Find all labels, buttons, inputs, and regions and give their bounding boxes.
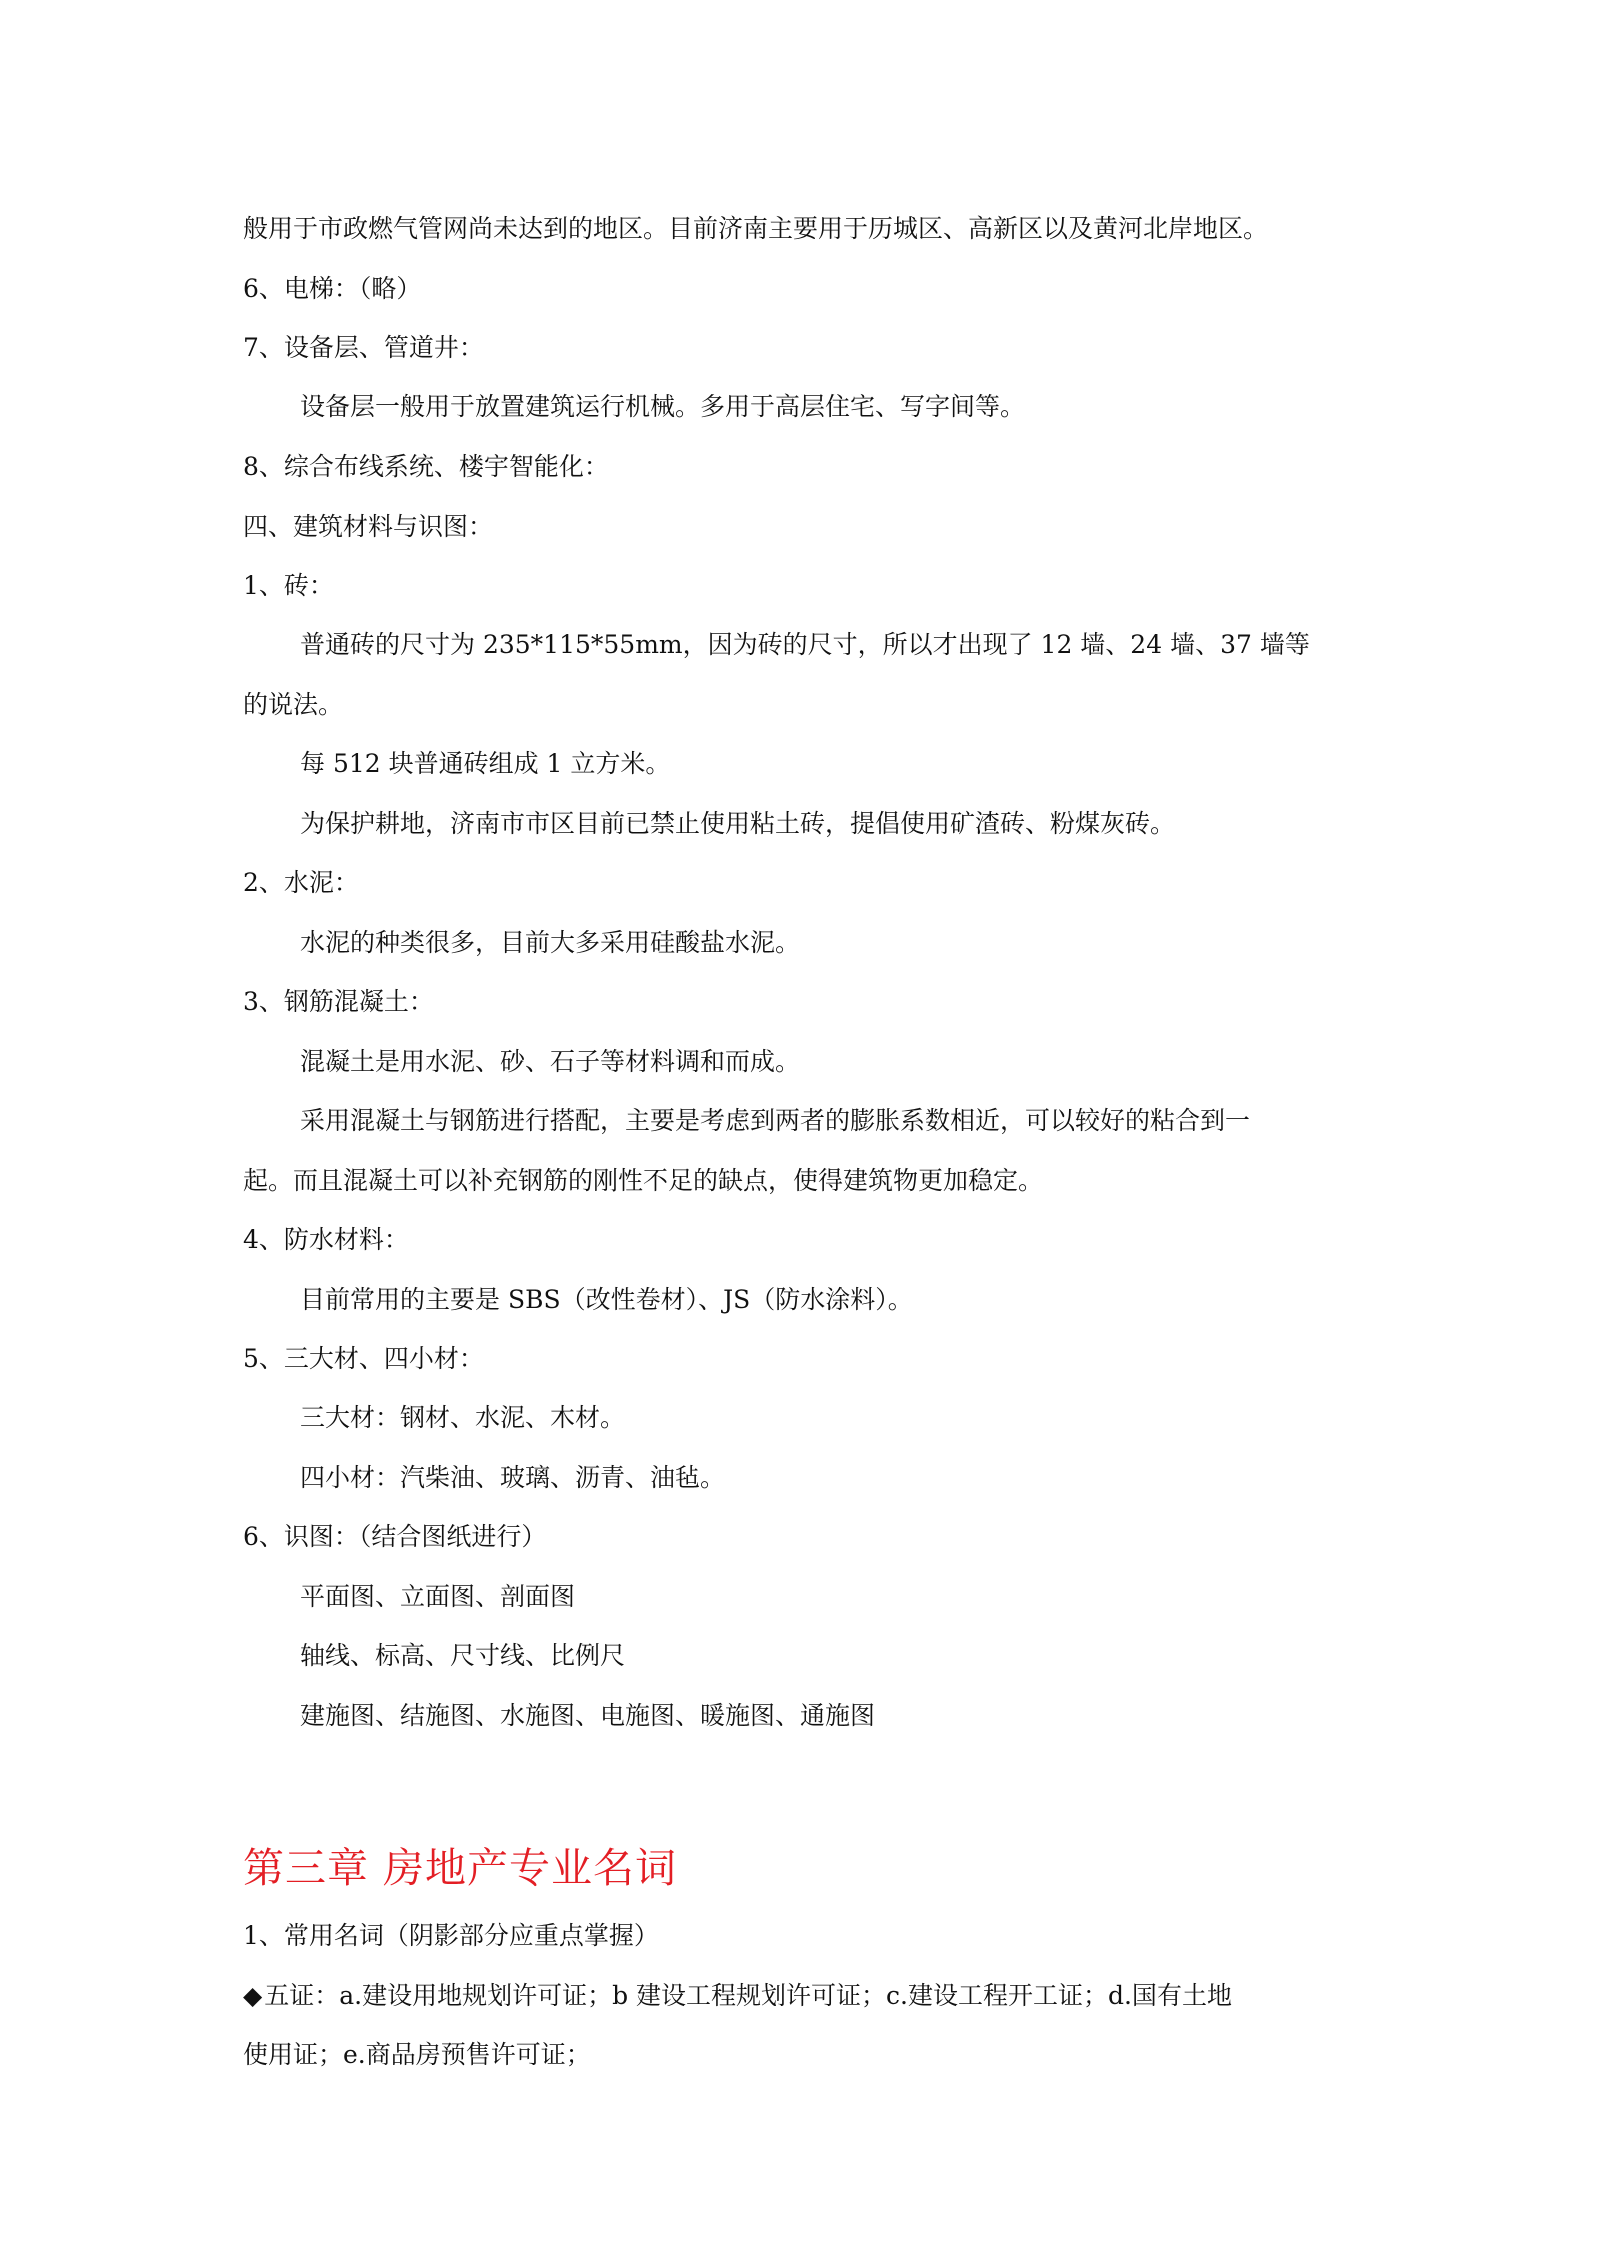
text-line: 使用证；e.商品房预售许可证；: [243, 2040, 591, 2069]
text-line: 5、三大材、四小材：: [243, 1344, 484, 1373]
text-line: 采用混凝土与钢筋进行搭配，主要是考虑到两者的膨胀系数相近，可以较好的粘合到一: [300, 1106, 1251, 1135]
text-line: 8、综合布线系统、楼宇智能化：: [243, 452, 609, 481]
text-line: 3、钢筋混凝土：: [243, 987, 434, 1016]
text-line: 平面图、立面图、剖面图: [300, 1582, 576, 1611]
text-line: 6、电梯：（略）: [243, 274, 422, 303]
text-line: 7、设备层、管道井：: [243, 333, 484, 362]
text-line: 1、砖：: [243, 571, 334, 600]
text-line: 4、防水材料：: [243, 1225, 409, 1254]
text-line: 目前常用的主要是 SBS（改性卷材）、JS（防水涂料）。: [300, 1285, 913, 1314]
bullet-text: 五证：a.建设用地规划许可证；b 建设工程规划许可证；c.建设工程开工证；d.国有土地: [264, 1981, 1232, 2010]
text-line: 为保护耕地，济南市市区目前已禁止使用粘土砖，提倡使用矿渣砖、粉煤灰砖。: [300, 809, 1176, 838]
text-line: 四小材：汽柴油、玻璃、沥青、油毡。: [300, 1463, 726, 1492]
text-line: 三大材：钢材、水泥、木材。: [300, 1403, 626, 1432]
text-line: 水泥的种类很多，目前大多采用硅酸盐水泥。: [300, 928, 801, 957]
text-line: 的说法。: [243, 690, 344, 719]
bullet-line: [243, 1979, 1363, 2013]
text-line: 2、水泥：: [243, 868, 359, 897]
chapter-title: 第三章 房地产专业名词: [243, 1844, 678, 1892]
text-line: 6、识图：（结合图纸进行）: [243, 1522, 547, 1551]
text-line: 普通砖的尺寸为 235*115*55mm，因为砖的尺寸，所以才出现了 12 墙、24 墙、37 墙等: [300, 630, 1310, 659]
diamond-bullet-icon: ◆: [243, 1981, 263, 2010]
text-line: 混凝土是用水泥、砂、石子等材料调和而成。: [300, 1047, 801, 1076]
section-heading: 四、建筑材料与识图：: [243, 512, 494, 541]
text-line: 般用于市政燃气管网尚未达到的地区。目前济南主要用于历城区、高新区以及黄河北岸地区。: [243, 214, 1269, 243]
text-line: 设备层一般用于放置建筑运行机械。多用于高层住宅、写字间等。: [300, 392, 1026, 421]
text-line: 每 512 块普通砖组成 1 立方米。: [300, 749, 671, 778]
text-line: 起。而且混凝土可以补充钢筋的刚性不足的缺点，使得建筑物更加稳定。: [243, 1166, 1044, 1195]
text-line: 建施图、结施图、水施图、电施图、暖施图、通施图: [300, 1701, 876, 1730]
text-line: 轴线、标高、尺寸线、比例尺: [300, 1641, 626, 1670]
text-line: 1、常用名词（阴影部分应重点掌握）: [243, 1921, 659, 1950]
